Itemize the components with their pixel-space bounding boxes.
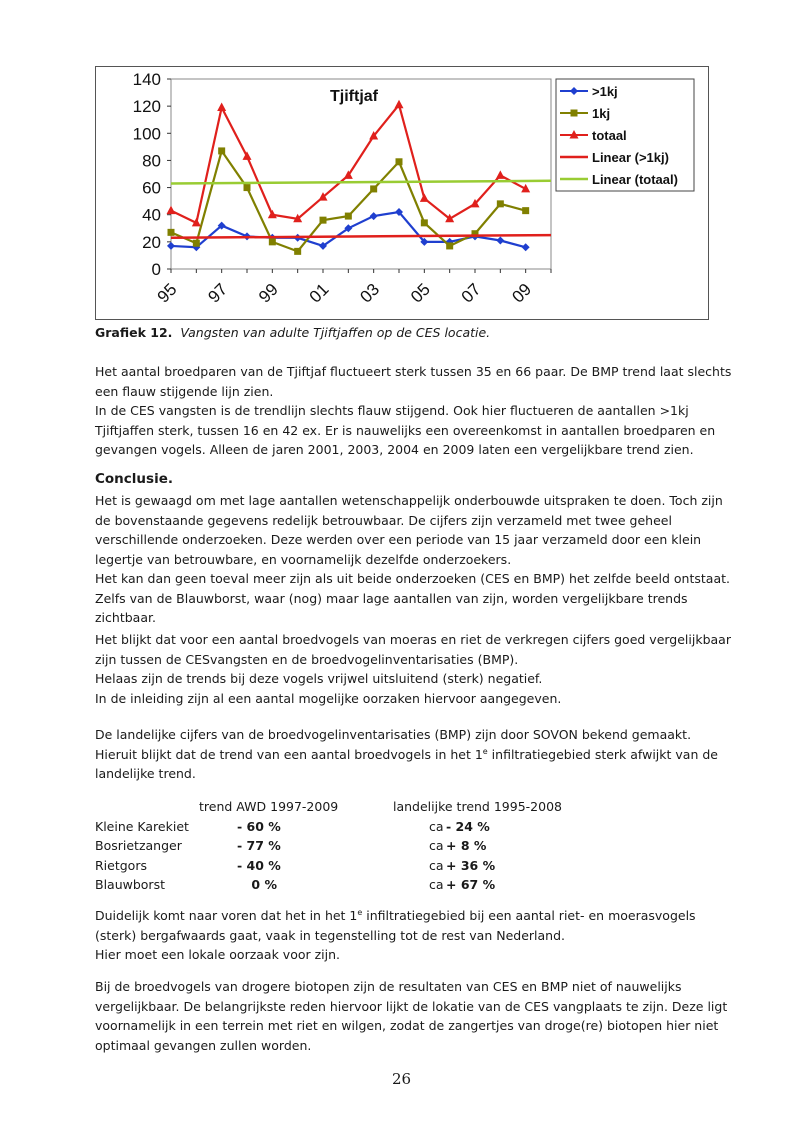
conclusion-heading: Conclusie. (95, 471, 173, 487)
text-line: zichtbaar. (95, 610, 156, 625)
paragraph-conclusion (95, 491, 730, 628)
y-tick-label: 40 (142, 205, 161, 225)
national-trend: + 67 % (446, 877, 496, 892)
x-tick-label: 97 (204, 279, 232, 307)
table-row (95, 836, 695, 856)
table-header-row (95, 797, 695, 817)
column-header-national: landelijke trend 1995-2008 (393, 799, 562, 814)
y-tick-label: 80 (142, 151, 161, 171)
text-line: Helaas zijn de trends bij deze vogels vrijwel uitsluitend (sterk) negatief. (95, 671, 543, 686)
national-trend: + 36 % (446, 857, 496, 873)
text-line: Het blijkt dat voor een aantal broedvogels van moeras en riet de verkregen cijfers goed vergelijkbaar (95, 632, 731, 647)
table-row (95, 875, 695, 895)
y-tick-label: 140 (132, 70, 161, 89)
legend-label: 1kj (592, 106, 611, 121)
data-point (269, 238, 276, 245)
text-line: Zelfs van de Blauwborst, waar (nog) maar lage aantallen van zijn, worden vergelijkbare trends (95, 590, 688, 606)
data-point (320, 217, 327, 224)
paragraph-drogere-biotopen (95, 977, 728, 1055)
x-tick-label: 99 (255, 279, 282, 307)
table-row (95, 817, 695, 837)
text-line: de bovenstaande gegevens redelijk betrouwbaar. De cijfers zijn verzameld met twee geheel (95, 512, 672, 528)
x-tick-label: 03 (356, 279, 384, 307)
figure-caption (95, 325, 490, 340)
national-trend: - 24 % (446, 818, 490, 834)
paragraph-landelijke-cijfers (95, 725, 718, 784)
text-line: Tjiftjaffen sterk, tussen 16 en 42 ex. Er is nauwelijks een overeenkomst in aantallen broedparen en (95, 422, 716, 438)
species-name: Kleine Karekiet (95, 818, 189, 834)
text-line: (sterk) bergafwaards gaat, vaak in tegenstelling tot de rest van Nederland. (95, 927, 565, 943)
text-line: Hier moet een lokale oorzaak voor zijn. (95, 947, 341, 962)
national-prefix: ca (429, 818, 444, 834)
text-line: Bij de broedvogels van drogere biotopen zijn de resultaten van CES en BMP niet of nauwelijks (95, 979, 682, 994)
species-name: Rietgors (95, 857, 147, 873)
y-tick-label: 20 (142, 232, 161, 252)
y-tick-label: 60 (142, 178, 161, 198)
y-tick-label: 100 (132, 124, 161, 144)
chart-frame (95, 66, 709, 320)
text-line: verschillende onderzoeken. Deze werden over een periode van 15 jaar verzameld door een klein (95, 532, 702, 547)
legend-label: Linear (>1kj) (592, 150, 669, 165)
text-line: Het is gewaagd om met lage aantallen wetenschappelijk onderbouwde uitspraken te doen. Toch zijn (95, 493, 723, 508)
species-name: Blauwborst (95, 877, 165, 892)
national-prefix: ca (429, 877, 444, 892)
text-line: Duidelijk komt naar voren dat het in het 1e infiltratiegebied bij een aantal riet- en moerasvogels (95, 908, 696, 923)
y-tick-label: 0 (151, 260, 161, 279)
text-line: voornamelijk in een terrein met riet en wilgen, zodat de zangertjes van droge(re) biotopen hier niet (95, 1018, 719, 1033)
data-point (294, 248, 301, 255)
text-line: een flauw stijgende lijn zien. (95, 383, 274, 399)
data-point (218, 147, 225, 154)
paragraph-moeras-riet (95, 630, 731, 708)
tjiftjaf-line-chart (96, 67, 708, 319)
national-trend: + 8 % (446, 838, 487, 853)
text-line: De landelijke cijfers van de broedvogelinventarisaties (BMP) zijn door SOVON bekend gemaakt. (95, 727, 692, 742)
text-line: In de CES vangsten is de trendlijn slechts flauw stijgend. Ook hier fluctueren de aantallen >1kj (95, 403, 689, 418)
text-line: In de inleiding zijn al een aantal mogelijke oorzaken hiervoor aangegeven. (95, 690, 562, 706)
data-point (522, 207, 529, 214)
text-line: gevangen vogels. Alleen de jaren 2001, 2003, 2004 en 2009 laten een vergelijkbare trend zien. (95, 442, 694, 457)
caption-text: Vangsten van adulte Tjiftjaffen op de CES locatie. (180, 325, 491, 340)
data-point (244, 184, 251, 191)
awd-trend: - 40 % (237, 857, 281, 873)
data-point (370, 185, 377, 192)
awd-trend: 0 % (251, 877, 277, 892)
y-tick-label: 120 (132, 97, 161, 117)
text-line: optimaal gevangen zullen worden. (95, 1037, 312, 1053)
x-tick-label: 07 (457, 279, 485, 307)
text-line: zijn tussen de CESvangsten en de broedvogelinventarisaties (BMP). (95, 651, 519, 667)
trend-comparison-table (95, 797, 695, 895)
column-header-awd: trend AWD 1997-2009 (199, 799, 339, 814)
national-prefix: ca (429, 857, 444, 873)
caption-label: Grafiek 12. (95, 325, 173, 340)
text-line: Het aantal broedparen van de Tjiftjaf fluctueert sterk tussen 35 en 66 paar. De BMP trend laat slechts (95, 364, 732, 379)
x-tick-label: 09 (508, 279, 536, 307)
text-line: Hieruit blijkt dat de trend van een aantal broedvogels in het 1e infiltratiegebied sterk afwijkt van de (95, 746, 718, 762)
legend-label: Linear (totaal) (592, 172, 678, 187)
data-point (396, 158, 403, 165)
x-tick-label: 95 (153, 279, 181, 307)
text-line: landelijke trend. (95, 766, 196, 781)
text-line: legertje van betrouwbare, en voornamelijk dezelfde onderzoekers. (95, 551, 512, 567)
table-row (95, 856, 695, 876)
awd-trend: - 77 % (237, 838, 281, 853)
paragraph-tjiftjaf-trend (95, 362, 732, 460)
text-line: vergelijkbaar. De belangrijkste reden hiervoor lijkt de lokatie van de CES vangplaats te zijn. Deze ligt (95, 998, 728, 1014)
x-tick-label: 05 (407, 279, 434, 307)
page-number: 26 (391, 1070, 412, 1088)
data-point (421, 219, 428, 226)
data-point (345, 213, 352, 220)
data-point (446, 242, 453, 249)
text-line: Het kan dan geen toeval meer zijn als uit beide onderzoeken (CES en BMP) het zelfde beeld ontstaat. (95, 571, 730, 586)
paragraph-duidelijk (95, 906, 715, 965)
chart-title: Tjiftjaf (330, 88, 378, 105)
data-point (497, 200, 504, 207)
awd-trend: - 60 % (237, 818, 281, 834)
species-name: Bosrietzanger (95, 838, 182, 853)
data-point (168, 229, 175, 236)
x-tick-label: 01 (305, 279, 333, 307)
legend-label: totaal (592, 128, 627, 143)
data-point (193, 240, 200, 247)
legend-label: >1kj (592, 84, 618, 99)
legend-marker (571, 110, 578, 117)
national-prefix: ca (429, 838, 444, 853)
